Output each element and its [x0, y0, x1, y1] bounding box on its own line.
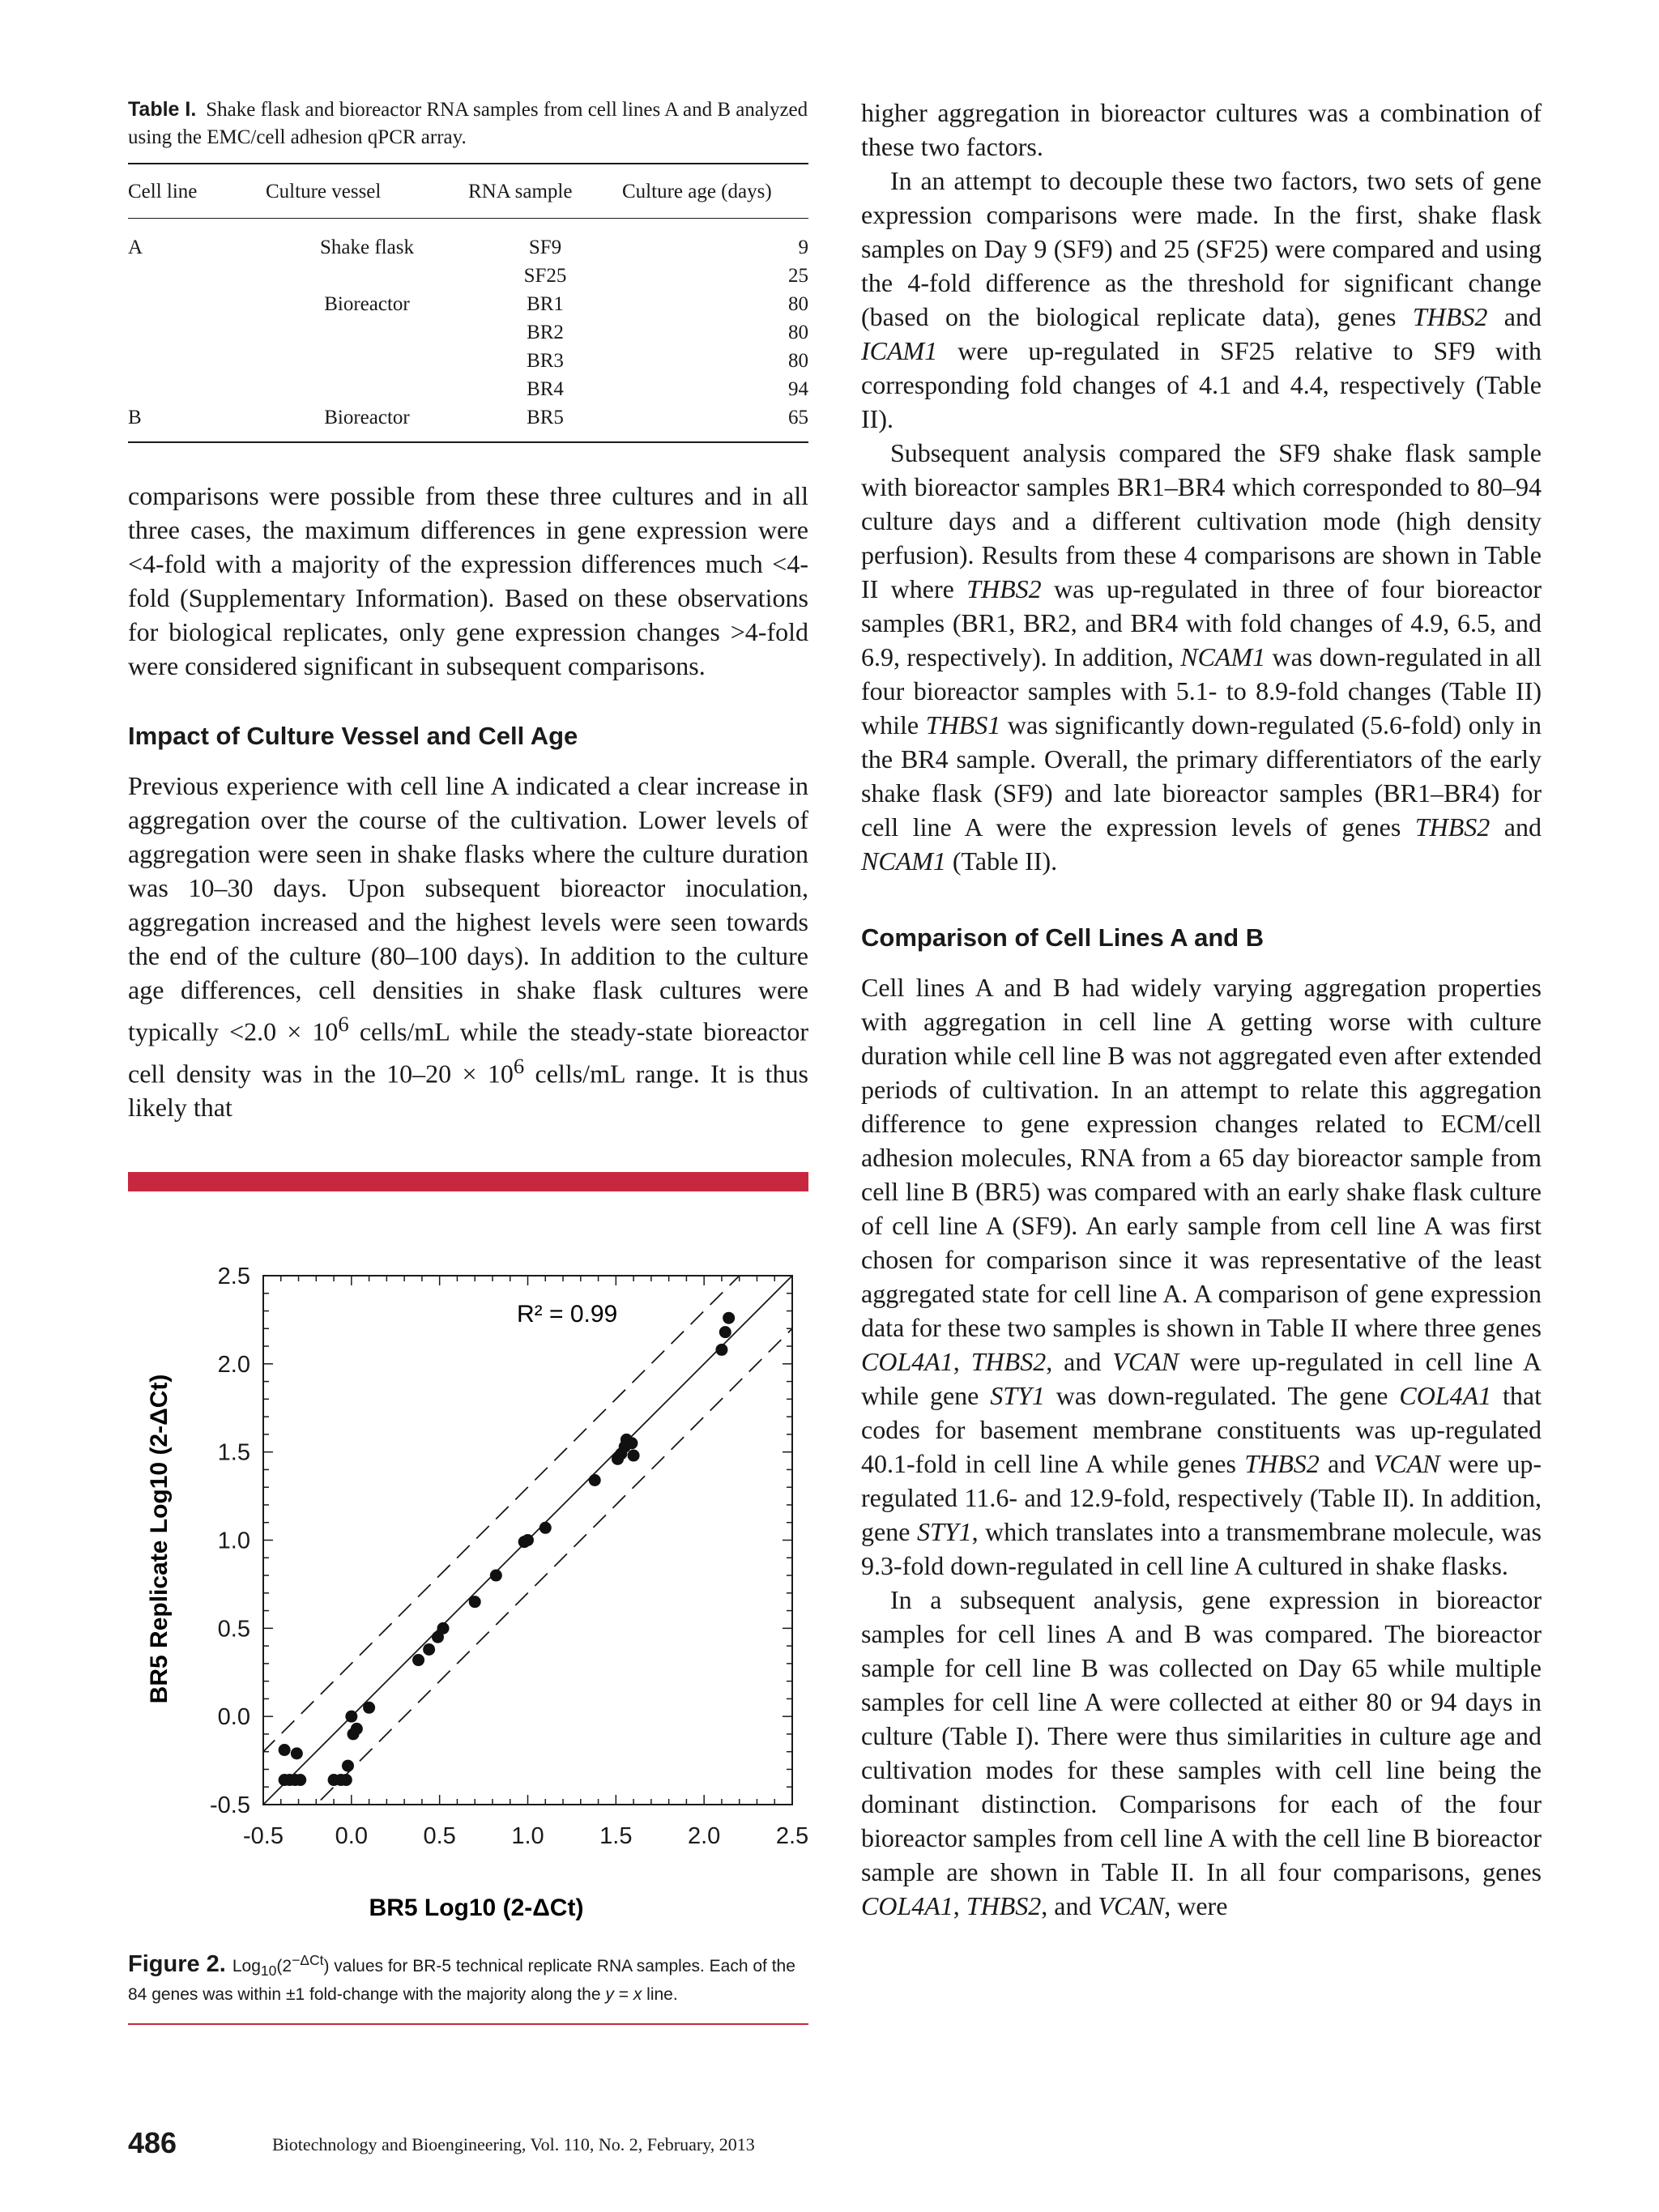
- table-cell: [266, 347, 468, 375]
- subscript: 10: [260, 1963, 277, 1980]
- text-run: was up-regulated in three of four bioreactor samples (BR1, BR2, and BR4 with fold changes of 4.9, 6.5, and 6.9, respectively). In addition,: [861, 574, 1542, 671]
- y-tick-label: 2.0: [217, 1351, 250, 1378]
- text-run: and: [1487, 302, 1542, 331]
- table-caption: [128, 96, 808, 151]
- table-label: Table I.: [128, 98, 197, 121]
- table-cell: 94: [788, 377, 808, 400]
- text-run: ,: [953, 1891, 966, 1920]
- text-run: (Table II).: [945, 846, 1058, 876]
- x-tick-label: 1.5: [599, 1823, 633, 1849]
- gene-name: VCAN: [1112, 1347, 1179, 1376]
- gene-name: THBS1: [925, 710, 1001, 739]
- data-point: [490, 1570, 502, 1582]
- table-cell: BR1: [527, 292, 564, 315]
- table-row: [128, 403, 808, 442]
- gene-name: STY1: [990, 1381, 1045, 1410]
- table-cell: BR2: [527, 321, 564, 343]
- body-paragraph: [861, 970, 1542, 1583]
- x-tick-label: 0.0: [335, 1823, 368, 1849]
- text-run: were up-regulated in SF25 relative to SF9 with corresponding fold changes of 4.1 and 4.4, respectively (Table II).: [861, 336, 1542, 433]
- text-run: , were: [1164, 1891, 1228, 1920]
- body-paragraph: comparisons were possible from these three cultures and in all three cases, the maximum differences in gene expression were <4-fold with a majority of the expression differences much <4-fold (Supplementary Information). Based on these observations for biological replicates, only gene expression changes >4-fold were considered significant in subsequent comparisons.: [128, 481, 808, 680]
- text-run: In an attempt to decouple these two factors, two sets of gene expression comparisons were made. In the first, shake flask samples on Day 9 (SF9) and 25 (SF25) were compared and using the 4-fold difference as the threshold for significant change (based on the biological replicate data), genes: [861, 166, 1542, 331]
- data-point: [294, 1774, 306, 1786]
- y-axis-label: BR5 Replicate Log10 (2-ΔCt): [146, 1374, 173, 1704]
- data-point: [363, 1702, 375, 1714]
- gene-name: COL4A1: [861, 1891, 953, 1920]
- text-run: was significantly down-regulated (5.6-fold) only in the BR4 sample. Overall, the primary differentiators of the early shake flask (SF9) and late bioreactor samples (BR1–BR4) for cell line A were the expression levels of genes: [861, 710, 1542, 842]
- gene-name: NCAM1: [1180, 642, 1266, 671]
- x-tick-label: 2.0: [688, 1823, 721, 1849]
- table-cell: 9: [798, 236, 808, 258]
- data-point: [719, 1326, 731, 1338]
- x-tick-label: 1.0: [511, 1823, 544, 1849]
- table-row: [128, 347, 808, 375]
- y-tick-label: 0.0: [217, 1704, 250, 1731]
- x-tick-label: 2.5: [775, 1823, 808, 1849]
- table-cell: SF25: [523, 264, 567, 287]
- data-point: [340, 1774, 352, 1786]
- section-heading: Comparison of Cell Lines A and B: [861, 923, 1265, 952]
- table-row: [128, 318, 808, 347]
- text-run: , which translates into a transmembrane molecule, was 9.3-fold down-regulated in cell line A cultured in shake flasks.: [861, 1517, 1542, 1580]
- y-tick-label: 1.0: [217, 1528, 250, 1554]
- text-run: were up-regulated in cell line A while gene: [861, 1347, 1542, 1410]
- data-point: [715, 1344, 727, 1356]
- text-run: cells/mL while the steady-state bioreactor cell density was in the 10–20 × 10: [128, 1016, 809, 1089]
- header-culture-vessel: Culture vessel: [266, 164, 468, 219]
- gene-name: STY1: [917, 1517, 972, 1546]
- data-point: [345, 1711, 357, 1723]
- text-run: Previous experience with cell line A indicated a clear increase in aggregation over the course of the cultivation. Lower levels of aggregation were seen in shake flasks where the culture duration was 10–30 days. Upon subsequent bioreactor inoculation, aggregation increased and the highest levels were seen towards the end of the culture (80–100 days). In addition to the culture age differences, cell densities in shake flask cultures were typically <2.0 × 10: [128, 771, 808, 1046]
- text-run: and: [1319, 1449, 1374, 1478]
- y-tick-label: -0.5: [210, 1792, 250, 1818]
- gene-name: THBS2: [970, 1347, 1047, 1376]
- table-cell: [128, 262, 266, 290]
- table-caption-text: Shake flask and bioreactor RNA samples from cell lines A and B analyzed using the EMC/cell adhesion qPCR array.: [128, 99, 808, 148]
- x-tick-label: -0.5: [243, 1823, 284, 1849]
- data-point: [412, 1654, 424, 1666]
- y-tick-label: 2.5: [217, 1264, 250, 1289]
- figure-top-bar: [128, 1172, 808, 1191]
- body-paragraph: [861, 436, 1542, 878]
- gene-name: NCAM1: [861, 846, 946, 876]
- y-tick-label: 0.5: [217, 1616, 250, 1643]
- text-run: and: [1490, 812, 1542, 842]
- gene-name: THBS2: [966, 574, 1042, 603]
- gene-name: THBS2: [1414, 812, 1491, 842]
- superscript: 6: [513, 1053, 525, 1078]
- data-point: [589, 1474, 601, 1486]
- table-cell: SF9: [528, 236, 562, 258]
- table-cell: [128, 375, 266, 403]
- table-cell: 80: [788, 349, 808, 372]
- body-paragraph: [861, 164, 1542, 436]
- table-cell: [128, 318, 266, 347]
- data-point: [423, 1643, 435, 1656]
- data-point: [279, 1744, 291, 1756]
- table-cell: Bioreactor: [266, 403, 468, 442]
- table-cell: [128, 290, 266, 318]
- gene-name: VCAN: [1098, 1891, 1165, 1920]
- scatter-chart: [128, 1231, 808, 1928]
- gene-name: THBS2: [966, 1891, 1042, 1920]
- text-run: Cell lines A and B had widely varying aggregation properties with aggregation in cell line A getting worse with culture duration while cell line B was not aggregated even after extended periods of cultivation. In an attempt to relate this aggregation difference to gene expression changes related to ECM/cell adhesion molecules, RNA from a 65 day bioreactor sample from cell line B (BR5) was compared with an early shake flask culture of cell line A (SF9). An early sample from cell line A was first chosen for comparison since it was representative of the least aggregated state for cell line A. A comparison of gene expression data for these two samples is shown in Table II where three genes: [861, 973, 1542, 1342]
- text-run: Subsequent analysis compared the SF9 shake flask sample with bioreactor samples BR1–BR4 which corresponded to 80–94 culture days and a different cultivation mode (high density perfusion). Results from these 4 comparisons are shown in Table II where: [861, 438, 1542, 603]
- text-run: that codes for basement membrane constituents was up-regulated 40.1-fold in cell line A while genes: [861, 1381, 1542, 1478]
- var-x: x: [633, 1985, 642, 2005]
- gene-name: COL4A1: [1399, 1381, 1492, 1410]
- table-cell: B: [128, 403, 266, 442]
- table-cell: 65: [622, 403, 808, 442]
- header-culture-age: Culture age (days): [622, 164, 808, 219]
- table-cell: [266, 375, 468, 403]
- data-point: [723, 1312, 735, 1324]
- body-paragraph: [128, 769, 808, 1124]
- table-cell: BR3: [527, 349, 564, 372]
- table-cell: [128, 347, 266, 375]
- table-cell: BR4: [527, 377, 564, 400]
- text-run: were up-regulated 11.6- and 12.9-fold, respectively (Table II). In addition, gene: [861, 1449, 1542, 1546]
- data-point: [628, 1450, 640, 1462]
- text-run: , and: [1041, 1891, 1098, 1920]
- header-cell-line: Cell line: [128, 164, 266, 219]
- table-cell: 80: [788, 321, 808, 343]
- figure-caption: [128, 1948, 808, 2007]
- table-cell: 25: [788, 264, 808, 287]
- body-paragraph: [861, 1583, 1542, 1923]
- superscript: 6: [338, 1012, 349, 1036]
- table-header-row: [128, 164, 808, 219]
- table-cell: Shake flask: [320, 236, 414, 258]
- gene-name: VCAN: [1373, 1449, 1440, 1478]
- data-point: [437, 1622, 450, 1634]
- gene-name: COL4A1: [861, 1347, 953, 1376]
- text-run: Log: [232, 1957, 261, 1975]
- journal-citation: Biotechnology and Bioengineering, Vol. 110, No. 2, February, 2013: [272, 2134, 755, 2154]
- data-point: [469, 1596, 481, 1608]
- table-row: [128, 262, 808, 290]
- table-cell: Bioreactor: [324, 292, 410, 315]
- text-run: cells/mL range. It is thus likely that: [128, 1059, 809, 1123]
- samples-table: [128, 163, 808, 443]
- header-rna-sample: RNA sample: [468, 164, 622, 219]
- table-cell: BR5: [468, 403, 622, 442]
- body-paragraph: higher aggregation in bioreactor cultures was a combination of these two factors.: [861, 98, 1542, 161]
- gene-name: ICAM1: [861, 336, 938, 365]
- gene-name: THBS2: [1412, 302, 1488, 331]
- var-y: y: [605, 1985, 614, 2005]
- superscript: −ΔCt: [292, 1952, 324, 1968]
- page-number: 486: [128, 2126, 177, 2159]
- text-run: was down-regulated. The gene: [1044, 1381, 1400, 1410]
- data-point: [539, 1522, 552, 1534]
- section-heading: Impact of Culture Vessel and Cell Age: [128, 722, 578, 750]
- figure-label: Figure 2.: [128, 1951, 226, 1977]
- table-cell: [266, 318, 468, 347]
- table-row: [128, 219, 808, 262]
- figure-bottom-rule: [128, 2023, 808, 2025]
- text-run: line.: [642, 1985, 678, 2005]
- table-row: [128, 290, 808, 318]
- page-footer: [128, 2126, 755, 2160]
- y-tick-label: 1.5: [217, 1439, 250, 1466]
- table-cell: A: [128, 236, 143, 258]
- text-run: In a subsequent analysis, gene expression in bioreactor samples for cell lines A and B was compared. The bioreactor sample for cell line B was collected on Day 65 while multiple samples for cell line A were collected at either 80 or 94 days in culture (Table I). There were thus similarities in culture age and cultivation modes for these samples with cell line being the dominant distinction. Comparisons for each of the four bioreactor samples from cell line A with the cell line B bioreactor sample are shown in Table II. In all four comparisons, genes: [861, 1585, 1542, 1886]
- table-cell: [266, 262, 468, 290]
- gene-name: THBS2: [1244, 1449, 1320, 1478]
- x-axis-label: BR5 Log10 (2-ΔCt): [369, 1894, 584, 1921]
- data-point: [342, 1760, 354, 1772]
- table-row: [128, 375, 808, 403]
- text-run: ,: [953, 1347, 971, 1376]
- data-point: [522, 1534, 534, 1546]
- r-squared-annotation: R² = 0.99: [517, 1301, 618, 1328]
- right-column: [861, 96, 1542, 1923]
- text-run: (2: [276, 1957, 292, 1975]
- data-point: [348, 1728, 360, 1740]
- left-column: [128, 96, 808, 1124]
- text-run: , and: [1046, 1347, 1113, 1376]
- x-tick-label: 0.5: [423, 1823, 456, 1849]
- text-run: was down-regulated in all four bioreactor samples with 5.1- to 8.9-fold changes (Table II) while: [861, 642, 1542, 739]
- data-point: [625, 1437, 638, 1449]
- table-cell: 80: [788, 292, 808, 315]
- data-point: [291, 1747, 303, 1759]
- text-run: ) values for BR-5 technical replicate RNA samples. Each of the 84 genes was within ±1 fold-change with the majority along the: [128, 1957, 795, 2005]
- text-run: =: [613, 1985, 633, 2005]
